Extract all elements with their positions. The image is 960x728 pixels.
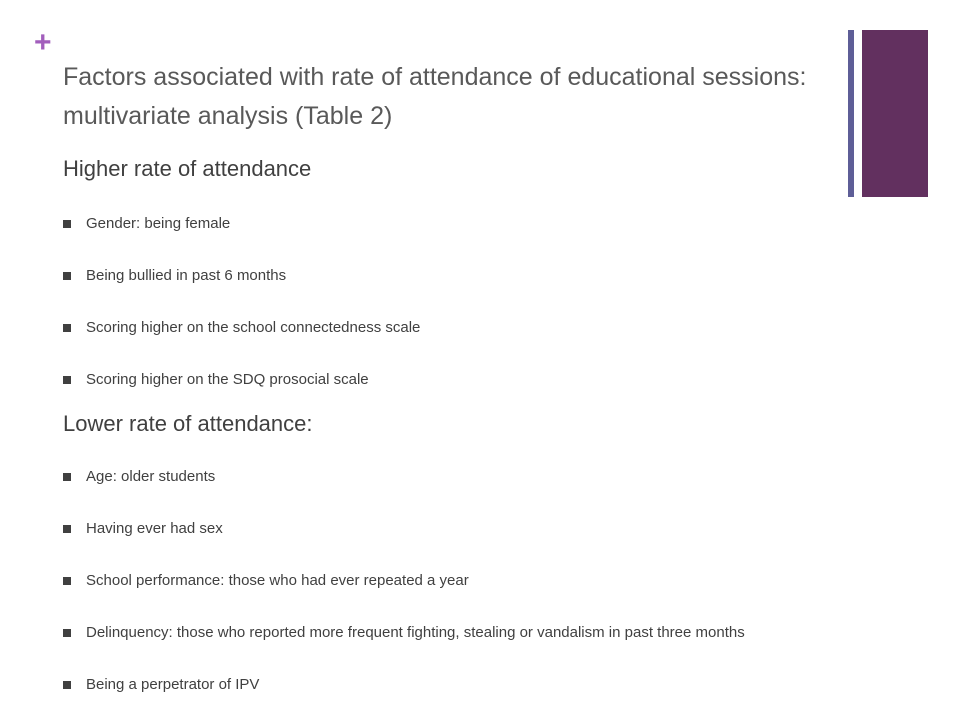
list-item bbox=[63, 624, 833, 642]
section-heading-higher: Higher rate of attendance bbox=[63, 156, 312, 181]
list-item bbox=[63, 572, 833, 590]
list-item-text: Being a perpetrator of IPV bbox=[86, 676, 260, 693]
list-item-text: Age: older students bbox=[86, 468, 216, 485]
list-item bbox=[63, 215, 833, 233]
square-bullet-icon bbox=[63, 324, 71, 332]
square-bullet-icon bbox=[63, 220, 71, 228]
list-item bbox=[63, 520, 833, 538]
list-item bbox=[63, 371, 833, 389]
square-bullet-icon bbox=[63, 272, 71, 280]
list-item-text: Delinquency: those who reported more frequent fighting, stealing or vandalism in past three months bbox=[86, 624, 745, 641]
decorative-thin-bar bbox=[848, 30, 854, 197]
square-bullet-icon bbox=[63, 577, 71, 585]
list-item bbox=[63, 468, 833, 486]
bullet-list-lower bbox=[63, 468, 833, 728]
plus-decoration: + bbox=[34, 26, 52, 59]
section-heading-lower: Lower rate of attendance: bbox=[63, 411, 313, 436]
square-bullet-icon bbox=[63, 681, 71, 689]
slide-title: Factors associated with rate of attendance of educational sessions: multivariate analysis (Table 2) bbox=[63, 63, 807, 130]
list-item-text: Scoring higher on the school connectedness scale bbox=[86, 319, 421, 336]
list-item bbox=[63, 267, 833, 285]
list-item-text: Being bullied in past 6 months bbox=[86, 267, 287, 284]
list-item-text: Scoring higher on the SDQ prosocial scale bbox=[86, 371, 369, 388]
list-item bbox=[63, 319, 833, 337]
list-item-text: Gender: being female bbox=[86, 215, 231, 232]
square-bullet-icon bbox=[63, 525, 71, 533]
bullet-list-higher bbox=[63, 215, 833, 423]
list-item bbox=[63, 676, 833, 694]
square-bullet-icon bbox=[63, 629, 71, 637]
square-bullet-icon bbox=[63, 376, 71, 384]
list-item-text: Having ever had sex bbox=[86, 520, 223, 537]
list-item-text: School performance: those who had ever repeated a year bbox=[86, 572, 469, 589]
square-bullet-icon bbox=[63, 473, 71, 481]
decorative-thick-bar bbox=[862, 30, 928, 197]
